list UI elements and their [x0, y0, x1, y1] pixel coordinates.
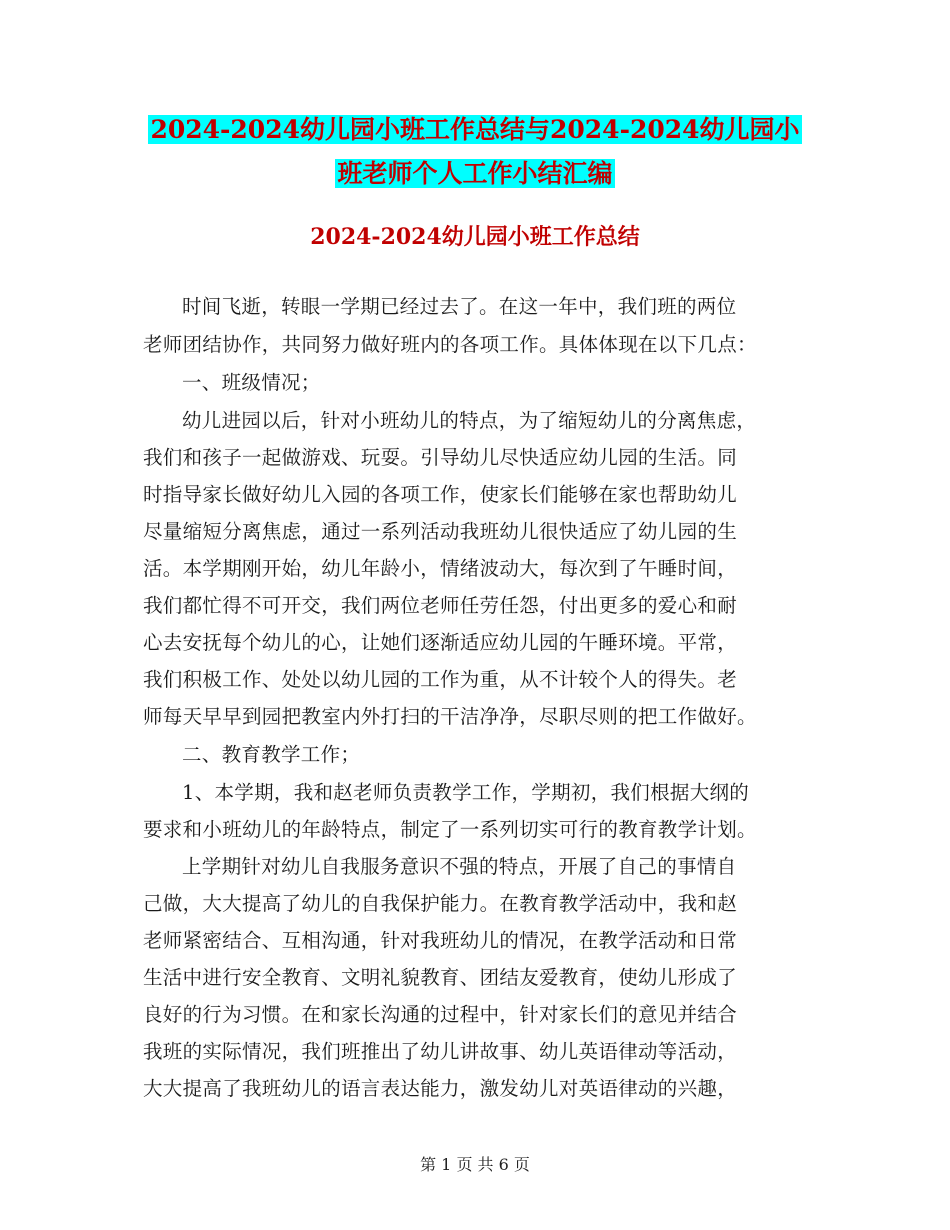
body-line: 良好的行为习惯。在和家长沟通的过程中，针对家长们的意见并结合 — [143, 1003, 738, 1026]
document-title-line-1 — [0, 112, 950, 148]
body-line: 己做，大大提高了幼儿的自我保护能力。在教育教学活动中，我和赵 — [143, 892, 738, 915]
body-line: 我们积极工作、处处以幼儿园的工作为重，从不计较个人的得失。老 — [143, 668, 738, 691]
section-title: 2024-2024幼儿园小班工作总结 — [310, 224, 640, 250]
body-line: 生活中进行安全教育、文明礼貌教育、团结友爱教育，使幼儿形成了 — [143, 966, 738, 989]
page-footer: 第 1 页 共 6 页 — [420, 1155, 530, 1174]
document-title-line-2 — [0, 156, 950, 192]
body-line: 老师团结协作，共同努力做好班内的各项工作。具体体现在以下几点： — [143, 333, 757, 356]
body-line: 心去安抚每个幼儿的心，让她们逐渐适应幼儿园的午睡环境。平常， — [143, 631, 738, 654]
body-line: 时间飞逝，转眼一学期已经过去了。在这一年中，我们班的两位 — [182, 295, 737, 318]
body-line: 要求和小班幼儿的年龄特点，制定了一系列切实可行的教育教学计划。 — [143, 818, 757, 841]
body-line: 1、本学期，我和赵老师负责教学工作，学期初，我们根据大纲的 — [182, 781, 750, 804]
body-line: 我们都忙得不可开交，我们两位老师任劳任怨，付出更多的爱心和耐 — [143, 594, 738, 617]
body-line: 活。本学期刚开始，幼儿年龄小，情绪波动大，每次到了午睡时间， — [143, 557, 738, 580]
body-line: 一、班级情况； — [182, 371, 321, 394]
body-line: 大大提高了我班幼儿的语言表达能力，激发幼儿对英语律动的兴趣， — [143, 1077, 738, 1100]
body-line: 幼儿进园以后，针对小班幼儿的特点，为了缩短幼儿的分离焦虑， — [182, 409, 757, 432]
body-line: 我班的实际情况，我们班推出了幼儿讲故事、幼儿英语律动等活动， — [143, 1040, 738, 1063]
body-line: 时指导家长做好幼儿入园的各项工作，使家长们能够在家也帮助幼儿 — [143, 483, 738, 506]
body-line: 我们和孩子一起做游戏、玩耍。引导幼儿尽快适应幼儿园的生活。同 — [143, 446, 738, 469]
title-highlight-2: 班老师个人工作小结汇编 — [337, 159, 613, 188]
title-highlight-1: 2024-2024幼儿园小班工作总结与2024-2024幼儿园小 — [150, 115, 800, 144]
body-line: 尽量缩短分离焦虑，通过一系列活动我班幼儿很快适应了幼儿园的生 — [143, 520, 738, 543]
body-line: 师每天早早到园把教室内外打扫的干洁净净，尽职尽则的把工作做好。 — [143, 705, 757, 728]
body-line: 二、教育教学工作； — [182, 743, 361, 766]
body-line: 老师紧密结合、互相沟通，针对我班幼儿的情况，在教学活动和日常 — [143, 929, 738, 952]
body-line: 上学期针对幼儿自我服务意识不强的特点，开展了自己的事情自 — [182, 855, 737, 878]
